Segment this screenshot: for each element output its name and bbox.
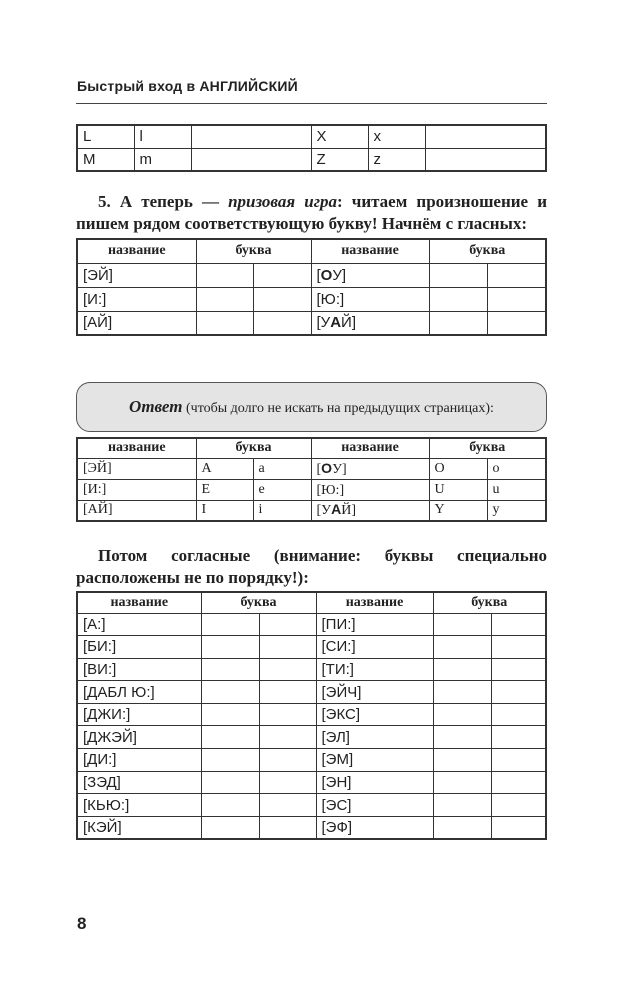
col-header: буква: [196, 438, 311, 458]
table-cell: [ТИ:]: [316, 658, 433, 681]
vowels-answer-table: [76, 437, 547, 522]
answer-cell[interactable]: [433, 794, 491, 817]
table-cell: [И:]: [77, 479, 196, 500]
table-cell: o: [487, 458, 546, 479]
table-row: [77, 681, 546, 704]
col-header: название: [311, 438, 429, 458]
table-cell: [ВИ:]: [77, 658, 201, 681]
col-header: буква: [433, 592, 546, 613]
table-cell: [ЭЛ]: [316, 726, 433, 749]
answer-cell[interactable]: [433, 636, 491, 659]
answer-cell[interactable]: [201, 681, 259, 704]
answer-cell[interactable]: [491, 794, 546, 817]
table-cell: I: [196, 500, 253, 521]
table-cell: u: [487, 479, 546, 500]
col-header: название: [311, 239, 429, 263]
table-cell: [ЭФ]: [316, 816, 433, 839]
answer-cell[interactable]: [196, 263, 253, 287]
answer-cell[interactable]: [201, 613, 259, 636]
table-cell: A: [196, 458, 253, 479]
answer-cell[interactable]: [201, 771, 259, 794]
answer-cell[interactable]: [491, 816, 546, 839]
table-cell: m: [134, 148, 191, 171]
table-cell: E: [196, 479, 253, 500]
consonants-intro: Потом согласные (внимание: буквы специально расположены не по порядку!):: [76, 546, 547, 587]
table-cell: [ОУ]: [311, 458, 429, 479]
answer-cell[interactable]: [259, 749, 316, 772]
answer-cell[interactable]: [487, 311, 546, 335]
table-cell: U: [429, 479, 487, 500]
answer-cell[interactable]: [491, 658, 546, 681]
table-row: [77, 613, 546, 636]
table-row: [77, 311, 546, 335]
table-cell: [КЭЙ]: [77, 816, 201, 839]
table-row: [77, 658, 546, 681]
answer-cell[interactable]: [425, 148, 546, 171]
answer-cell[interactable]: [253, 311, 311, 335]
answer-cell[interactable]: [429, 263, 487, 287]
answer-cell[interactable]: [253, 287, 311, 311]
table-cell: [УАЙ]: [311, 311, 429, 335]
table-cell: [УАЙ]: [311, 500, 429, 521]
table-row: [77, 703, 546, 726]
col-header: буква: [196, 239, 311, 263]
answer-cell[interactable]: [259, 681, 316, 704]
table-row: [77, 263, 546, 287]
answer-cell[interactable]: [433, 658, 491, 681]
table-cell: [А:]: [77, 613, 201, 636]
answer-cell[interactable]: [191, 125, 311, 148]
table-cell: x: [368, 125, 425, 148]
col-header: название: [77, 438, 196, 458]
table-cell: [ДИ:]: [77, 749, 201, 772]
answer-cell[interactable]: [491, 681, 546, 704]
answer-cell[interactable]: [259, 613, 316, 636]
col-header: буква: [429, 239, 546, 263]
answer-cell[interactable]: [491, 613, 546, 636]
table-cell: [ДАБЛ Ю:]: [77, 681, 201, 704]
answer-cell[interactable]: [491, 703, 546, 726]
table-cell: [ЭЙ]: [77, 458, 196, 479]
table-cell: [Ю:]: [311, 287, 429, 311]
table-row: [77, 287, 546, 311]
table-cell: Y: [429, 500, 487, 521]
table-row: [77, 749, 546, 772]
table-cell: e: [253, 479, 311, 500]
table-cell: [СИ:]: [316, 636, 433, 659]
table-cell: [ЗЭД]: [77, 771, 201, 794]
answer-cell[interactable]: [259, 771, 316, 794]
table-row: [77, 726, 546, 749]
answer-cell[interactable]: [487, 287, 546, 311]
table-row: [77, 479, 546, 500]
table-cell: [Ю:]: [311, 479, 429, 500]
table-row: [77, 148, 546, 171]
table-row: [77, 125, 546, 148]
table-cell: [КЬЮ:]: [77, 794, 201, 817]
answer-cell[interactable]: [433, 681, 491, 704]
table-cell: [ЭЙ]: [77, 263, 196, 287]
answer-cell[interactable]: [433, 613, 491, 636]
page-number: 8: [77, 914, 87, 933]
table-cell: [ОУ]: [311, 263, 429, 287]
answer-cell[interactable]: [491, 749, 546, 772]
col-header: название: [316, 592, 433, 613]
answer-cell[interactable]: [201, 749, 259, 772]
table-cell: L: [77, 125, 134, 148]
answer-cell[interactable]: [259, 703, 316, 726]
answer-cell[interactable]: [425, 125, 546, 148]
answer-cell[interactable]: [429, 287, 487, 311]
answer-cell[interactable]: [433, 816, 491, 839]
table-cell: [ДЖИ:]: [77, 703, 201, 726]
answer-cell[interactable]: [433, 703, 491, 726]
table-cell: [ЭМ]: [316, 749, 433, 772]
table-cell: i: [253, 500, 311, 521]
answer-cell[interactable]: [259, 726, 316, 749]
table-row: [77, 458, 546, 479]
answer-cell[interactable]: [201, 636, 259, 659]
table-cell: y: [487, 500, 546, 521]
answer-cell[interactable]: [201, 726, 259, 749]
answer-cell[interactable]: [429, 311, 487, 335]
consonants-exercise-table: [76, 591, 547, 840]
table-cell: z: [368, 148, 425, 171]
table-cell: [ЭС]: [316, 794, 433, 817]
table-cell: X: [311, 125, 368, 148]
table-cell: [ЭКС]: [316, 703, 433, 726]
answer-cell[interactable]: [259, 658, 316, 681]
table-cell: [ЭН]: [316, 771, 433, 794]
vowels-exercise-table: [76, 238, 547, 336]
answer-cell[interactable]: [433, 749, 491, 772]
answer-cell[interactable]: [191, 148, 311, 171]
table-cell: [И:]: [77, 287, 196, 311]
table-row: [77, 794, 546, 817]
table-row: [77, 816, 546, 839]
col-header: буква: [429, 438, 546, 458]
table-row: [77, 500, 546, 521]
answer-cell[interactable]: [259, 636, 316, 659]
answer-cell[interactable]: [433, 726, 491, 749]
table-row: [77, 636, 546, 659]
table-cell: [АЙ]: [77, 500, 196, 521]
answer-callout: Ответ (чтобы долго не искать на предыдущих страницах):: [76, 382, 547, 432]
answer-cell[interactable]: [491, 636, 546, 659]
answer-cell[interactable]: [201, 816, 259, 839]
task-5-text: 5. А теперь — призовая игра: читаем произношение и пишем рядом соответствующую букву! Начнём с гласных:: [76, 192, 547, 233]
table-cell: [АЙ]: [77, 311, 196, 335]
answer-cell[interactable]: [253, 263, 311, 287]
table-row: [77, 771, 546, 794]
col-header: название: [77, 592, 201, 613]
answer-cell[interactable]: [491, 726, 546, 749]
answer-cell[interactable]: [196, 287, 253, 311]
answer-cell[interactable]: [201, 658, 259, 681]
answer-cell[interactable]: [259, 794, 316, 817]
table-cell: [ДЖЭЙ]: [77, 726, 201, 749]
answer-cell[interactable]: [433, 771, 491, 794]
answer-cell[interactable]: [487, 263, 546, 287]
answer-cell[interactable]: [201, 703, 259, 726]
table-cell: l: [134, 125, 191, 148]
answer-cell[interactable]: [259, 816, 316, 839]
table-cell: M: [77, 148, 134, 171]
table-cell: [БИ:]: [77, 636, 201, 659]
col-header: буква: [201, 592, 316, 613]
table-cell: Z: [311, 148, 368, 171]
table-cell: O: [429, 458, 487, 479]
col-header: название: [77, 239, 196, 263]
table-cell: a: [253, 458, 311, 479]
table-cell: [ЭЙЧ]: [316, 681, 433, 704]
header-rule: [76, 103, 547, 104]
running-header: Быстрый вход в АНГЛИЙСКИЙ: [77, 78, 298, 94]
answer-cell[interactable]: [201, 794, 259, 817]
answer-cell[interactable]: [196, 311, 253, 335]
answer-cell[interactable]: [491, 771, 546, 794]
table-cell: [ПИ:]: [316, 613, 433, 636]
alphabet-table-end: [76, 124, 547, 172]
